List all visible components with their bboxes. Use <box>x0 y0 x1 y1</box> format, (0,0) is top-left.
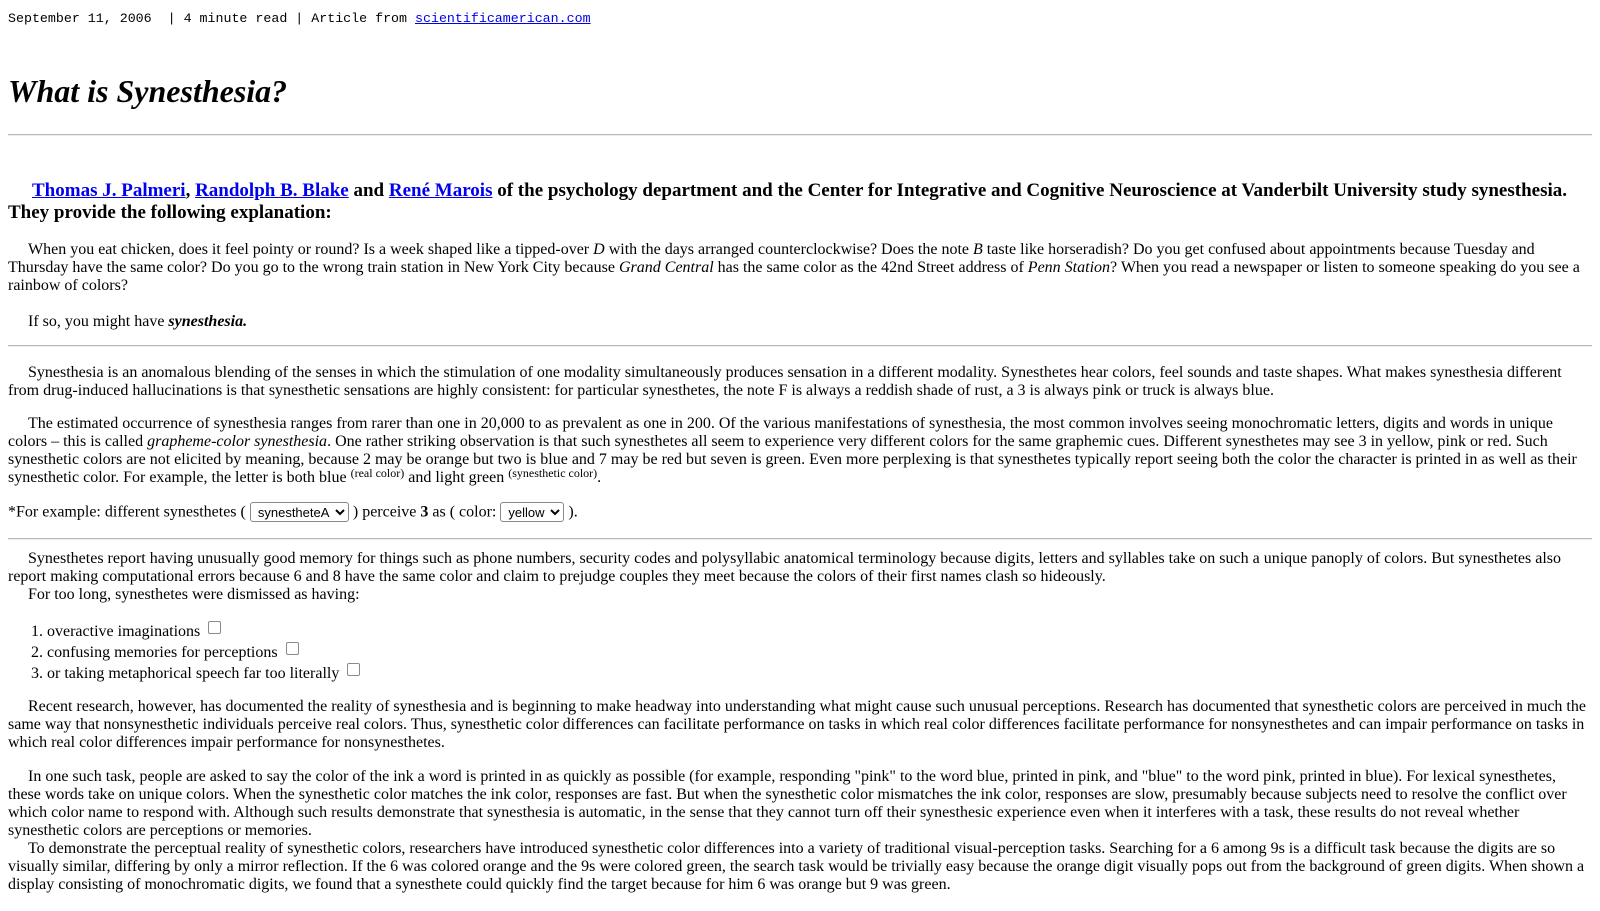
section-divider <box>8 345 1592 347</box>
color-select[interactable] <box>500 502 564 522</box>
definition-paragraph: Synesthesia is an anomalous blending of the senses in which the stimulation of one modality simultaneously produces sensation in a different modality. Synesthetes hear colors, feel sounds and taste shapes. What makes synesthesia different from drug-induced hallucinations is that synesthetic sensations are highly consistent: for particular synesthetes, the note F is always a reddish shade of rust, a 3 is always pink or truck is always blue. <box>8 364 1562 399</box>
occurrence-paragraph: The estimated occurrence of synesthesia ranges from rarer than one in 20,000 to as prevalent as one in 200. Of the various manifestations of synesthesia, the most common involves seeing monochromatic letters, digits and words in unique colors – this is called grapheme-color synesthesia. One rather striking observation is that such synesthetes all seem to experience very different colors for the same graphemic cues. Different synesthetes may see 3 in yellow, pink or red. Such synesthetic colors are not elicited by meaning, because 2 may be orange but two is blue and 7 may be red but seven is green. Even more perplexing is that synesthetes typically report seeing both the color the character is printed in as well as their synesthetic color. For example, the letter is both blue $^{(real color)}$ and light green $^{(synesthetic color)}$. <box>8 415 1577 486</box>
intro-and: and <box>353 180 385 201</box>
example-line: *For example: different synesthetes ( synestheteA ) perceive 3 as ( color: yellow ). <box>8 502 1592 522</box>
list-item: 3. or taking metaphorical speech far too literally <box>47 663 1592 684</box>
checkbox-memories[interactable] <box>286 642 299 655</box>
author-link-blake[interactable]: Randolph B. Blake <box>195 180 349 201</box>
stroop-paragraph: In one such task, people are asked to say the color of the ink a word is printed in as quickly as possible (for example, responding "pink" to the word blue, printed in pink, and "blue" to the word pink, printed in blue). For lexical synesthetes, these words take on unique colors. When the synesthetic color matches the ink color, responses are fast. But when the synesthetic color mismatches the ink color, responses are slow, presumably because subjects need to resolve the conflict over which color name to respond with. Although such results demonstrate that synesthesia is automatic, in the sense that they cannot turn off their synesthesic experience even when it interferes with a task, these results do not reveal whether synesthetic colors are perceptions or memories. <box>8 768 1567 839</box>
synesthesia-teaser: If so, you might have synesthesia. <box>28 313 248 330</box>
page-title: What is Synesthesia? <box>8 73 288 109</box>
list-item: 2. confusing memories for perceptions <box>47 642 1592 663</box>
checkbox-metaphorical[interactable] <box>347 663 360 676</box>
dismissed-paragraph: For too long, synesthetes were dismissed as having: <box>28 586 360 603</box>
article-page <box>0 11 1600 894</box>
title-divider <box>8 134 1592 136</box>
author-link-marois[interactable]: René Marois <box>388 180 493 201</box>
synesthete-select[interactable] <box>250 502 349 522</box>
list-item: 1. overactive imaginations <box>47 621 1592 642</box>
real-color-note: (real color) <box>350 466 405 480</box>
source-prefix: Article from <box>311 11 408 26</box>
section-divider-2 <box>8 538 1592 540</box>
author-link-palmeri[interactable]: Thomas J. Palmeri <box>32 180 186 201</box>
memory-paragraph: Synesthetes report having unusually good memory for things such as phone numbers, security codes and polysyllabic anatomical terminology because digits, letters and syllables take on such a unique panoply of colors. But synesthetes also report making computational errors because 6 and 8 have the same color and claim to prejudge couples they meet because the colors of their first names clash so hideously. <box>8 550 1562 585</box>
example-digit: 3 <box>420 503 429 521</box>
questions-paragraph: When you eat chicken, does it feel pointy or round? Is a week shaped like a tipped-over D with the days arranged counterclockwise? Does the note B taste like horseradish? Do you get confused about appointments because Tuesday and Thursday have the same color? Do you go to the wrong train station in New York City because Grand Central has the same color as the 42nd Street address of Penn Station? When you read a newspaper or listen to someone speaking do you see a rainbow of colors? <box>8 241 1580 294</box>
author-separator: , <box>185 180 191 201</box>
synesthetic-color-note: (synesthetic color) <box>508 466 598 480</box>
perception-paragraph: To demonstrate the perceptual reality of synesthetic colors, researchers have introduced synesthetic color differences into a variety of traditional visual-perception tasks. Searching for a 6 among 9s is a difficult task because the digits are so visually similar, differing by only a mirror reflection. If the 6 was colored orange and the 9s were colored green, the search task would be trivially easy because the orange digit visually pops out from the background of green digits. When shown a display consisting of monochromatic digits, we found that a synesthete could quickly find the target because for him 6 was orange but 9 was green. <box>8 840 1585 893</box>
checkbox-imaginations[interactable] <box>208 621 221 634</box>
intro-paragraph <box>8 180 1592 224</box>
intro-text: of the psychology department and the Center for Integrative and Cognitive Neuroscience at Vanderbilt University study synesthesia. They provide the following explanation: <box>8 180 1568 223</box>
source-link[interactable]: scientificamerican.com <box>415 11 591 26</box>
dismissal-list <box>8 621 1592 684</box>
read-time: | 4 minute read | <box>167 11 304 26</box>
research-paragraph: Recent research, however, has documented the reality of synesthesia and is beginning to make headway into understanding what might cause such unusual perceptions. Research has documented that synesthetic colors are perceived in much the same way that nonsynesthetic individuals perceive real colors. Thus, synesthetic color differences can facilitate performance on tasks in which real color differences facilitate performance for nonsynesthetes and can impair performance on tasks in which real color differences impair performance for nonsynesthetes. <box>8 698 1586 751</box>
article-date: September 11, 2006 <box>8 11 152 26</box>
article-meta <box>8 11 1592 26</box>
